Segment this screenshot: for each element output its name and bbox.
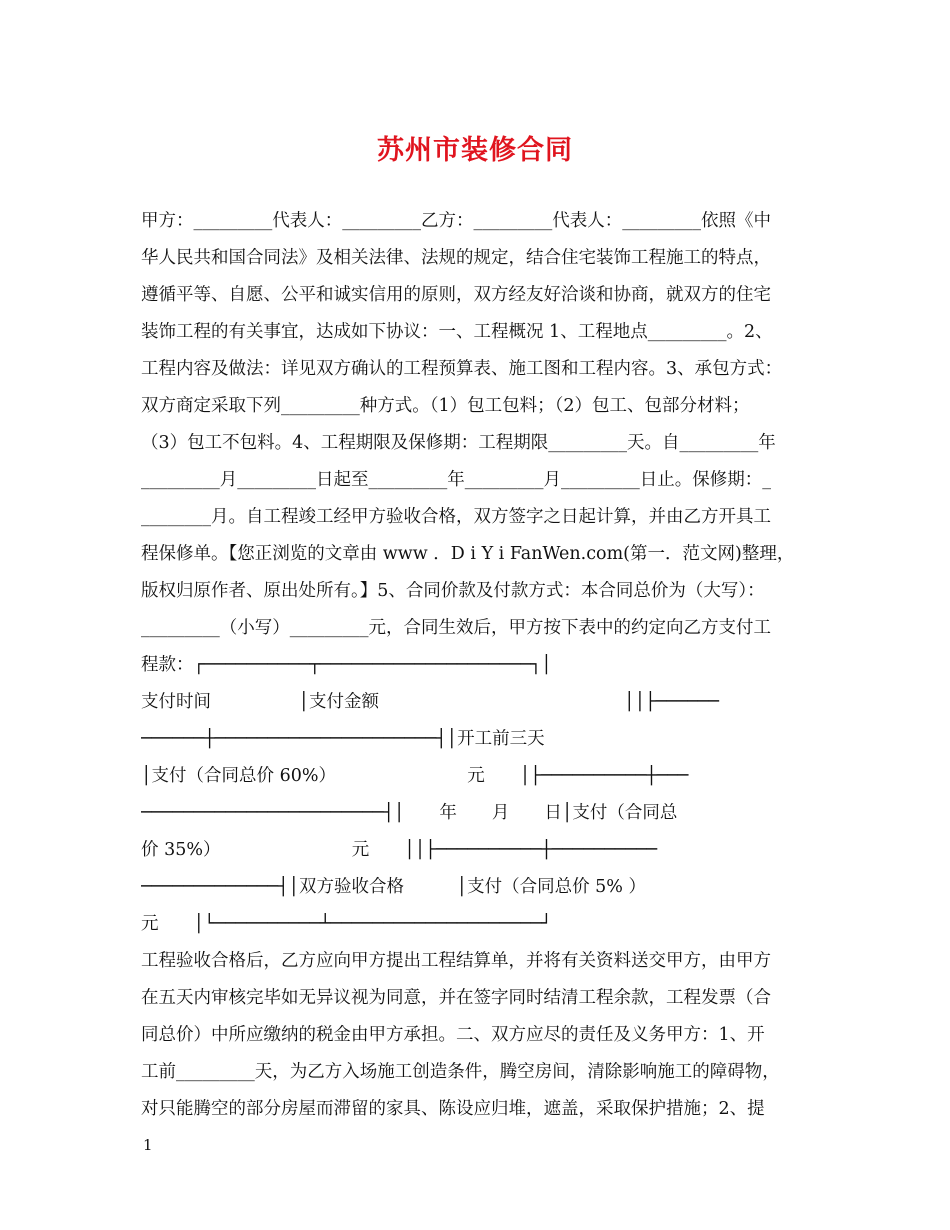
text-line: 遵循平等、自愿、公平和诚实信用的原则，双方经友好洽谈和协商，就双方的住宅	[141, 285, 771, 305]
text-line: 华人民共和国合同法》及相关法律、法规的规定，结合住宅装饰工程施工的特点，	[141, 248, 771, 268]
text-line: 双方商定采取下列_________种方式。（1）包工包料；（2）包工、包部分材料；	[141, 396, 750, 416]
table-line: ─────────────┤│双方验收合格 │支付（合同总价 5% ）	[141, 877, 646, 897]
page-number: 1	[143, 1136, 153, 1154]
table-line: 程款：┌──────────┬────────────────────┐│	[141, 655, 552, 675]
text-line: （3）包工不包料。4、工程期限及保修期：工程期限_________天。自_________年	[141, 433, 776, 453]
text-line: ________月。自工程竣工经甲方验收合格，双方签字之日起计算，并由乙方开具工	[141, 507, 771, 527]
text-line: 甲方：_________代表人：_________乙方：_________代表人：_________依照《中	[141, 211, 771, 231]
text-line: 同总价）中所应缴纳的税金由甲方承担。二、双方应尽的责任及义务甲方：1、开	[141, 1025, 765, 1045]
table-line: ───────────────────────┤│ 年 月 日│支付（合同总	[141, 803, 678, 823]
text-line: 对只能腾空的部分房屋而滞留的家具、陈设应归堆，遮盖，采取保护措施；2、提	[141, 1099, 765, 1119]
text-line: 在五天内审核完毕如无异议视为同意，并在签字同时结清工程余款，工程发票（合	[141, 988, 771, 1008]
text-line: _________（小写）_________元，合同生效后，甲方按下表中的约定向乙方支付工	[141, 618, 771, 638]
text-line: 版权归原作者、原出处所有。】5、合同价款及付款方式：本合同总价为（大写）：	[141, 581, 765, 601]
table-line: ──────┼─────────────────────┤│开工前三天	[141, 729, 545, 749]
table-line: 支付时间 │支付金额 ││├──────	[141, 692, 719, 712]
text-line: 工程内容及做法：详见双方确认的工程预算表、施工图和工程内容。3、承包方式：	[141, 359, 783, 379]
text-line: _________月_________日起至_________年_________月_________日止。保修期：_	[141, 470, 771, 490]
table-line: │支付（合同总价 60%） 元 │├──────────┼───	[141, 766, 689, 786]
text-line: 工前_________天，为乙方入场施工创造条件，腾空房间，清除影响施工的障碍物，	[141, 1062, 780, 1082]
table-line: 价 35%） 元 ││├──────────┼──────────	[141, 840, 658, 860]
table-line: 元 │└──────────┴────────────────────┘	[141, 914, 552, 934]
text-line: 装饰工程的有关事宜，达成如下协议：一、工程概况 1、工程地点_________。2、	[141, 322, 773, 342]
text-line: 工程验收合格后，乙方应向甲方提出工程结算单，并将有关资料送交甲方，由甲方	[141, 951, 771, 971]
document-title: 苏州市装修合同	[377, 135, 573, 166]
text-line: 程保修单。【您正浏览的文章由 www ．D i Y i FanWen.com(第一．范文网)整理，	[141, 544, 795, 564]
